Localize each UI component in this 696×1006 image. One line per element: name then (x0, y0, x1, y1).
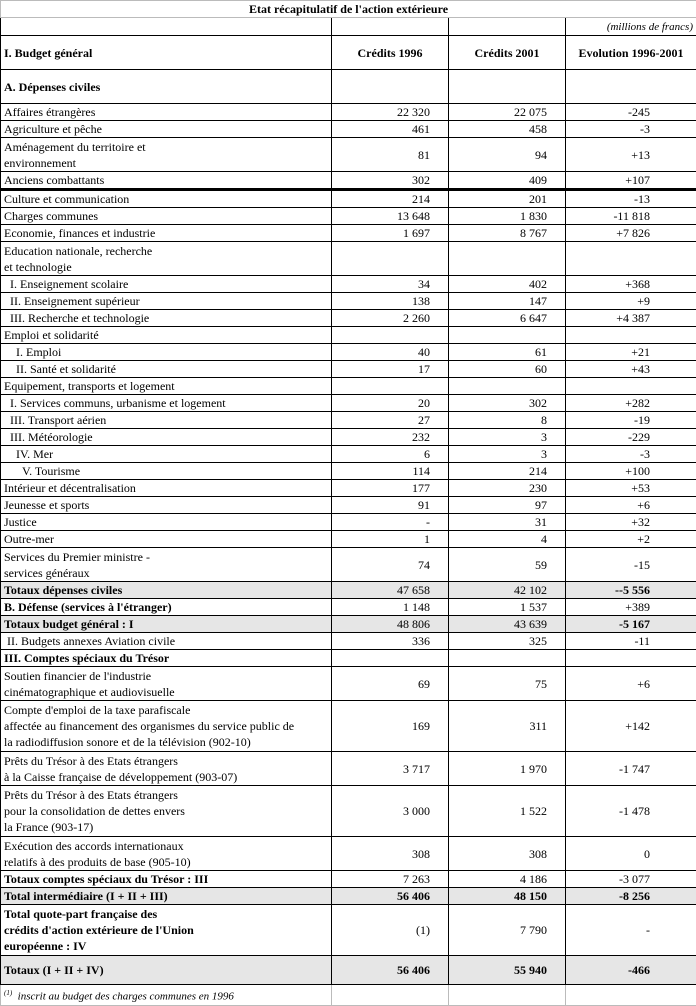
evolution-cell: +6 (566, 667, 696, 701)
credits-2001-cell: 31 (449, 514, 566, 531)
credits-1996-cell: - (332, 514, 449, 531)
header-section: I. Budget général (1, 36, 332, 70)
table-row (1, 548, 696, 582)
evolution-cell: +2 (566, 531, 696, 548)
row-label: Charges communes (1, 208, 332, 225)
credits-1996-cell: 47 658 (332, 582, 449, 599)
credits-1996-cell: 177 (332, 480, 449, 497)
evolution-cell: +43 (566, 361, 696, 378)
table-row (1, 395, 696, 412)
credits-2001-cell: 409 (449, 172, 566, 190)
evolution-cell: -229 (566, 429, 696, 446)
credits-2001-cell: 43 639 (449, 616, 566, 633)
credits-2001-cell: 75 (449, 667, 566, 701)
credits-2001-cell: 61 (449, 344, 566, 361)
credits-1996-cell: 56 406 (332, 888, 449, 905)
evolution-cell: +142 (566, 701, 696, 752)
credits-2001-cell: 311 (449, 701, 566, 752)
table-row (1, 378, 696, 395)
row-label: I. Enseignement scolaire (1, 276, 332, 293)
table-row (1, 172, 696, 190)
evolution-cell: -11 (566, 633, 696, 650)
credits-2001-cell: 8 (449, 412, 566, 429)
credits-2001-cell: 214 (449, 463, 566, 480)
evolution-cell: -245 (566, 104, 696, 121)
evolution-cell: 0 (566, 837, 696, 871)
credits-1996-cell: 114 (332, 463, 449, 480)
row-label: Exécution des accords internationaux relatifs à des produits de base (905-10) (1, 837, 332, 871)
table-row (1, 70, 696, 104)
credits-1996-cell: 2 260 (332, 310, 449, 327)
credits-2001-cell (449, 327, 566, 344)
credits-1996-cell: 1 697 (332, 225, 449, 242)
footnote-text: inscrit au budget des charges communes en 1996 (18, 991, 234, 1003)
table-row (1, 138, 696, 172)
row-label: Education nationale, recherche et technologie (1, 242, 332, 276)
credits-1996-cell: 56 406 (332, 956, 449, 985)
credits-1996-cell: 1 (332, 531, 449, 548)
evolution-cell: -19 (566, 412, 696, 429)
evolution-cell: +53 (566, 480, 696, 497)
table-row (1, 871, 696, 888)
credits-1996-cell: 7 263 (332, 871, 449, 888)
table-row (1, 956, 696, 985)
credits-2001-cell: 60 (449, 361, 566, 378)
row-label: II. Santé et solidarité (1, 361, 332, 378)
credits-1996-cell: 302 (332, 172, 449, 190)
table-row (1, 446, 696, 463)
table-row (1, 582, 696, 599)
credits-1996-cell: 48 806 (332, 616, 449, 633)
evolution-cell: -5 167 (566, 616, 696, 633)
table-row (1, 121, 696, 138)
table-row (1, 837, 696, 871)
row-label: A. Dépenses civiles (1, 70, 332, 104)
credits-1996-cell: 169 (332, 701, 449, 752)
evolution-cell: +13 (566, 138, 696, 172)
evolution-cell: -3 077 (566, 871, 696, 888)
evolution-cell: - (566, 905, 696, 956)
evolution-cell: +389 (566, 599, 696, 616)
credits-1996-cell (332, 327, 449, 344)
row-label: Compte d'emploi de la taxe parafiscale affectée au financement des organismes du service public de la radiodiffusion sonore et de la télévision (902-10) (1, 701, 332, 752)
credits-1996-cell: 13 648 (332, 208, 449, 225)
evolution-cell: -3 (566, 121, 696, 138)
evolution-cell: +100 (566, 463, 696, 480)
row-label: Total quote-part française des crédits d'action extérieure de l'Union européenne : IV (1, 905, 332, 956)
credits-1996-cell: 232 (332, 429, 449, 446)
table-title: Etat récapitulatif de l'action extérieure (1, 1, 696, 18)
table-row (1, 463, 696, 480)
credits-2001-cell: 94 (449, 138, 566, 172)
evolution-cell: +282 (566, 395, 696, 412)
table-row (1, 514, 696, 531)
row-label: II. Budgets annexes Aviation civile (1, 633, 332, 650)
table-row (1, 480, 696, 497)
credits-1996-cell: 461 (332, 121, 449, 138)
table-row (1, 888, 696, 905)
table-row (1, 616, 696, 633)
credits-1996-cell: 138 (332, 293, 449, 310)
credits-2001-cell: 4 186 (449, 871, 566, 888)
credits-2001-cell: 8 767 (449, 225, 566, 242)
table-row (1, 190, 696, 208)
row-label: I. Services communs, urbanisme et logement (1, 395, 332, 412)
unit-row (1, 18, 696, 36)
evolution-cell: -11 818 (566, 208, 696, 225)
row-label: IV. Mer (1, 446, 332, 463)
credits-1996-cell: 3 717 (332, 752, 449, 786)
credits-2001-cell: 97 (449, 497, 566, 514)
row-label: Emploi et solidarité (1, 327, 332, 344)
row-label: Equipement, transports et logement (1, 378, 332, 395)
credits-2001-cell: 6 647 (449, 310, 566, 327)
credits-2001-cell (449, 378, 566, 395)
credits-2001-cell: 302 (449, 395, 566, 412)
credits-1996-cell: 308 (332, 837, 449, 871)
table-row (1, 497, 696, 514)
credits-1996-cell: 27 (332, 412, 449, 429)
credits-2001-cell: 230 (449, 480, 566, 497)
table-row (1, 361, 696, 378)
row-label: Affaires étrangères (1, 104, 332, 121)
credits-2001-cell: 147 (449, 293, 566, 310)
credits-1996-cell: 6 (332, 446, 449, 463)
credits-1996-cell (332, 650, 449, 667)
row-label: Services du Premier ministre - services généraux (1, 548, 332, 582)
evolution-cell: -3 (566, 446, 696, 463)
credits-2001-cell: 59 (449, 548, 566, 582)
table-row (1, 208, 696, 225)
evolution-cell: --5 556 (566, 582, 696, 599)
row-label: Totaux comptes spéciaux du Trésor : III (1, 871, 332, 888)
credits-2001-cell: 3 (449, 429, 566, 446)
row-label: Justice (1, 514, 332, 531)
row-label: II. Enseignement supérieur (1, 293, 332, 310)
credits-2001-cell (449, 242, 566, 276)
footnote-marker: (1) (4, 989, 12, 997)
credits-2001-cell: 201 (449, 190, 566, 208)
table-row (1, 225, 696, 242)
evolution-cell: +9 (566, 293, 696, 310)
row-label: Totaux dépenses civiles (1, 582, 332, 599)
credits-2001-cell: 402 (449, 276, 566, 293)
evolution-cell: +368 (566, 276, 696, 293)
row-label: V. Tourisme (1, 463, 332, 480)
credits-2001-cell: 4 (449, 531, 566, 548)
header-row (1, 36, 696, 70)
evolution-cell: +21 (566, 344, 696, 361)
table-row (1, 412, 696, 429)
row-label: Outre-mer (1, 531, 332, 548)
credits-1996-cell: (1) (332, 905, 449, 956)
evolution-cell: -13 (566, 190, 696, 208)
row-label: Totaux budget général : I (1, 616, 332, 633)
table-row (1, 667, 696, 701)
header-credits-2001: Crédits 2001 (449, 36, 566, 70)
evolution-cell: +32 (566, 514, 696, 531)
credits-2001-cell: 1 830 (449, 208, 566, 225)
credits-1996-cell: 81 (332, 138, 449, 172)
credits-1996-cell: 336 (332, 633, 449, 650)
footnote (1, 985, 332, 1006)
row-label: Soutien financier de l'industrie cinématographique et audiovisuelle (1, 667, 332, 701)
credits-1996-cell (332, 70, 449, 104)
row-label: Culture et communication (1, 190, 332, 208)
evolution-cell (566, 650, 696, 667)
evolution-cell: +4 387 (566, 310, 696, 327)
evolution-cell: +6 (566, 497, 696, 514)
evolution-cell: +7 826 (566, 225, 696, 242)
evolution-cell (566, 70, 696, 104)
credits-1996-cell: 214 (332, 190, 449, 208)
row-label: I. Emploi (1, 344, 332, 361)
footnote-row (1, 985, 696, 1006)
row-label: B. Défense (services à l'étranger) (1, 599, 332, 616)
row-label: Totaux (I + II + IV) (1, 956, 332, 985)
credits-2001-cell: 1 537 (449, 599, 566, 616)
table-row (1, 344, 696, 361)
evolution-cell: +107 (566, 172, 696, 190)
table-row (1, 327, 696, 344)
credits-2001-cell (449, 650, 566, 667)
credits-2001-cell: 48 150 (449, 888, 566, 905)
table-row (1, 752, 696, 786)
row-label: III. Transport aérien (1, 412, 332, 429)
credits-1996-cell: 22 320 (332, 104, 449, 121)
header-evolution: Evolution 1996-2001 (566, 36, 696, 70)
credits-2001-cell: 55 940 (449, 956, 566, 985)
table-row (1, 650, 696, 667)
header-credits-1996: Crédits 1996 (332, 36, 449, 70)
credits-1996-cell: 3 000 (332, 786, 449, 837)
credits-1996-cell: 34 (332, 276, 449, 293)
credits-1996-cell: 1 148 (332, 599, 449, 616)
evolution-cell (566, 242, 696, 276)
evolution-cell: -8 256 (566, 888, 696, 905)
table-row (1, 429, 696, 446)
credits-2001-cell: 308 (449, 837, 566, 871)
table-row (1, 701, 696, 752)
credits-1996-cell: 74 (332, 548, 449, 582)
credits-2001-cell: 3 (449, 446, 566, 463)
credits-2001-cell: 42 102 (449, 582, 566, 599)
evolution-cell: -1 747 (566, 752, 696, 786)
row-label: Intérieur et décentralisation (1, 480, 332, 497)
table-row (1, 786, 696, 837)
row-label: III. Météorologie (1, 429, 332, 446)
table-row (1, 599, 696, 616)
credits-1996-cell: 40 (332, 344, 449, 361)
credits-2001-cell: 7 790 (449, 905, 566, 956)
table-row (1, 905, 696, 956)
row-label: Jeunesse et sports (1, 497, 332, 514)
credits-1996-cell (332, 378, 449, 395)
row-label: Prêts du Trésor à des Etats étrangers à la Caisse française de développement (903-07) (1, 752, 332, 786)
evolution-cell: -15 (566, 548, 696, 582)
credits-2001-cell: 1 970 (449, 752, 566, 786)
table-row (1, 310, 696, 327)
credits-1996-cell: 17 (332, 361, 449, 378)
unit-label: (millions de francs) (566, 18, 696, 36)
credits-2001-cell: 458 (449, 121, 566, 138)
credits-1996-cell: 91 (332, 497, 449, 514)
credits-2001-cell (449, 70, 566, 104)
evolution-cell (566, 378, 696, 395)
row-label: Agriculture et pêche (1, 121, 332, 138)
evolution-cell: -466 (566, 956, 696, 985)
row-label: Anciens combattants (1, 172, 332, 190)
credits-1996-cell (332, 242, 449, 276)
credits-1996-cell: 69 (332, 667, 449, 701)
table-row (1, 104, 696, 121)
credits-2001-cell: 325 (449, 633, 566, 650)
evolution-cell: -1 478 (566, 786, 696, 837)
table-row (1, 276, 696, 293)
credits-2001-cell: 22 075 (449, 104, 566, 121)
credits-1996-cell: 20 (332, 395, 449, 412)
title-row (1, 1, 696, 18)
row-label: III. Comptes spéciaux du Trésor (1, 650, 332, 667)
row-label: Prêts du Trésor à des Etats étrangers pour la consolidation de dettes envers la France (903-17) (1, 786, 332, 837)
table-row (1, 242, 696, 276)
row-label: III. Recherche et technologie (1, 310, 332, 327)
row-label: Total intermédiaire (I + II + III) (1, 888, 332, 905)
table-row (1, 531, 696, 548)
row-label: Economie, finances et industrie (1, 225, 332, 242)
table-row (1, 633, 696, 650)
credits-2001-cell: 1 522 (449, 786, 566, 837)
evolution-cell (566, 327, 696, 344)
table-row (1, 293, 696, 310)
row-label: Aménagement du territoire et environnement (1, 138, 332, 172)
